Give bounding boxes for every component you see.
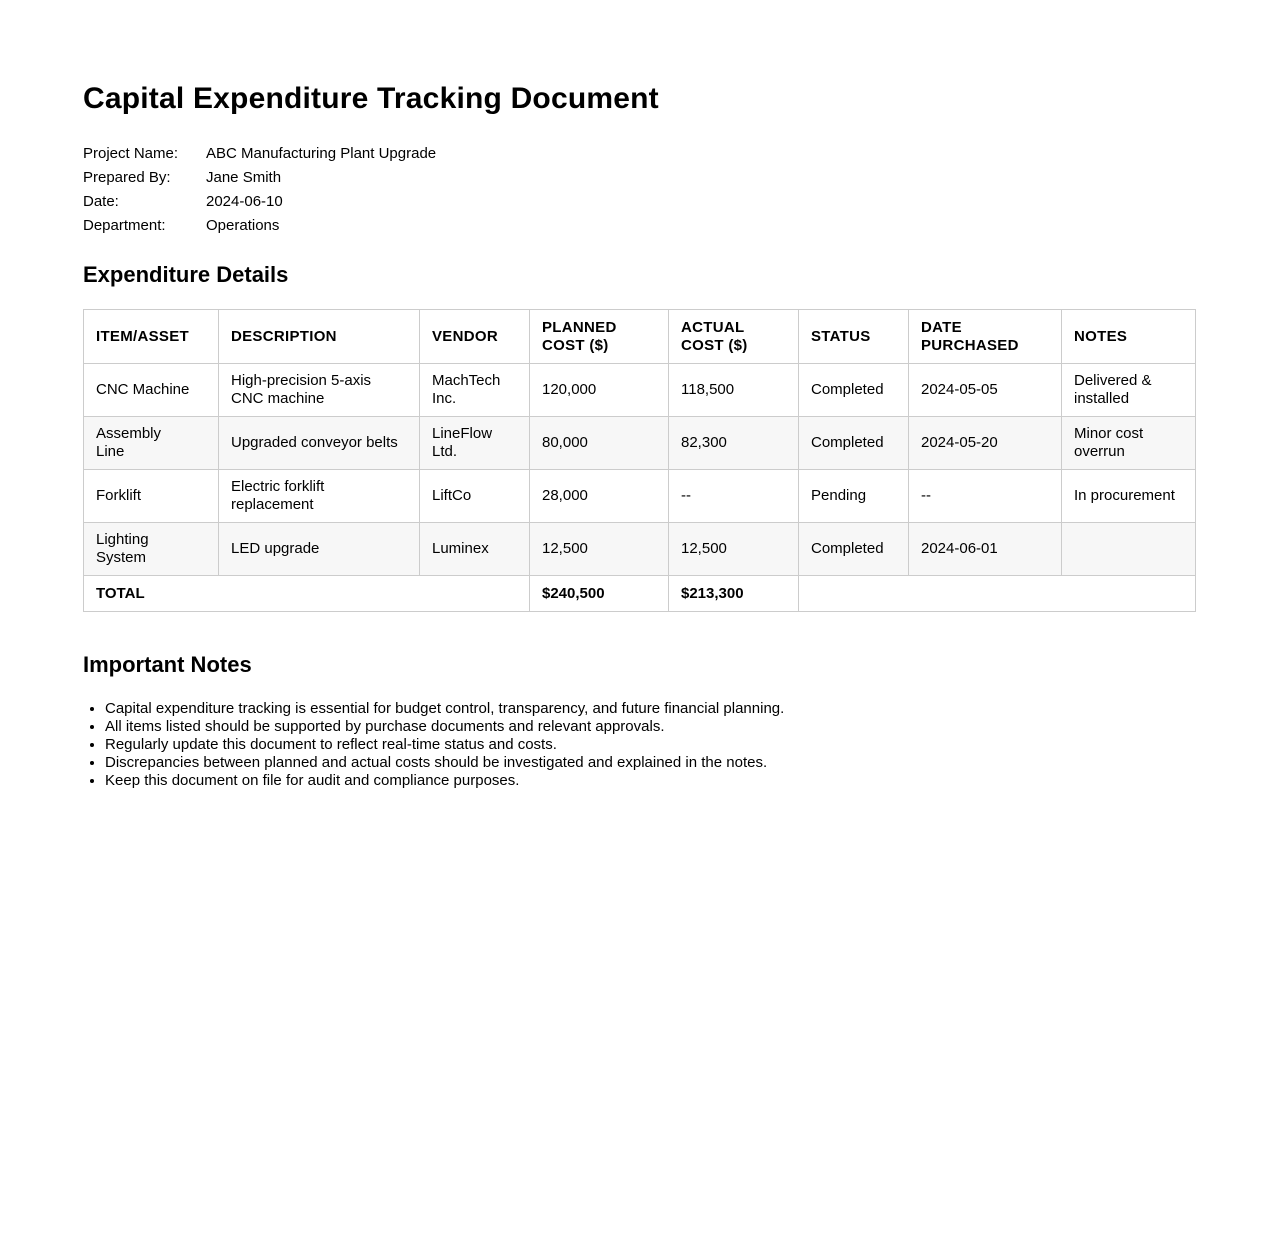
cell-item: CNC Machine xyxy=(84,364,219,417)
section-heading-expenditure-details: Expenditure Details xyxy=(83,262,289,287)
cell-actual-cost: 12,500 xyxy=(669,523,799,576)
column-header-description: DESCRIPTION xyxy=(219,310,420,364)
cell-description: High-precision 5-axis CNC machine xyxy=(219,364,420,417)
important-notes-list xyxy=(83,700,1195,790)
cell-actual-cost: -- xyxy=(669,470,799,523)
note-item: • All items listed should be supported by purchase documents and relevant approvals. xyxy=(105,718,1195,736)
cell-notes xyxy=(1062,523,1196,576)
cell-actual-cost: 82,300 xyxy=(669,417,799,470)
meta-value-project-name: ABC Manufacturing Plant Upgrade xyxy=(206,145,437,162)
table-row-cnc-machine xyxy=(84,364,1196,417)
cell-date-purchased: 2024-05-20 xyxy=(909,417,1062,470)
note-item: • Regularly update this document to reflect real-time status and costs. xyxy=(105,736,1195,754)
table-row-assembly-line xyxy=(84,417,1196,470)
cell-item: Assembly Line xyxy=(84,417,219,470)
cell-notes: Minor cost overrun xyxy=(1062,417,1196,470)
document-meta xyxy=(83,142,1195,238)
cell-status: Completed xyxy=(799,417,909,470)
section-heading-important-notes: Important Notes xyxy=(83,652,252,678)
cell-description: Upgraded conveyor belts xyxy=(219,417,420,470)
meta-label-project-name: Project Name: xyxy=(83,145,179,162)
column-header-status: STATUS xyxy=(799,310,909,364)
cell-item: Lighting System xyxy=(84,523,219,576)
meta-value-department: Operations xyxy=(206,217,280,234)
cell-date-purchased: 2024-06-01 xyxy=(909,523,1062,576)
cell-planned-cost: 80,000 xyxy=(530,417,669,470)
meta-row-prepared-by xyxy=(83,166,1195,190)
cell-planned-cost: 120,000 xyxy=(530,364,669,417)
total-empty-cell xyxy=(799,576,1196,612)
table-row-total xyxy=(84,576,1196,612)
column-header-planned-cost: PLANNED COST ($) xyxy=(530,310,669,364)
meta-row-project-name xyxy=(83,142,1195,166)
note-item: • Keep this document on file for audit and compliance purposes. xyxy=(105,772,1195,790)
column-header-vendor: VENDOR xyxy=(420,310,530,364)
total-planned-cost-cell: $240,500 xyxy=(530,576,669,612)
cell-vendor: LineFlow Ltd. xyxy=(420,417,530,470)
meta-value-prepared-by: Jane Smith xyxy=(206,169,282,186)
meta-label-date: Date: xyxy=(83,193,119,210)
cell-date-purchased: -- xyxy=(909,470,1062,523)
cell-planned-cost: 28,000 xyxy=(530,470,669,523)
table-row-forklift xyxy=(84,470,1196,523)
cell-notes: In procurement xyxy=(1062,470,1196,523)
cell-actual-cost: 118,500 xyxy=(669,364,799,417)
expenditure-table xyxy=(83,309,1196,612)
meta-label-department: Department: xyxy=(83,217,166,234)
cell-status: Pending xyxy=(799,470,909,523)
total-label-cell: TOTAL xyxy=(84,576,530,612)
meta-label-prepared-by: Prepared By: xyxy=(83,169,171,186)
cell-item: Forklift xyxy=(84,470,219,523)
meta-row-date xyxy=(83,190,1195,214)
column-header-notes: NOTES xyxy=(1062,310,1196,364)
table-header-row xyxy=(84,310,1196,364)
column-header-date-purchased: DATE PURCHASED xyxy=(909,310,1062,364)
column-header-actual-cost: ACTUAL COST ($) xyxy=(669,310,799,364)
cell-planned-cost: 12,500 xyxy=(530,523,669,576)
page-title: Capital Expenditure Tracking Document xyxy=(83,82,659,115)
cell-status: Completed xyxy=(799,364,909,417)
cell-vendor: LiftCo xyxy=(420,470,530,523)
cell-description: LED upgrade xyxy=(219,523,420,576)
note-item: • Capital expenditure tracking is essential for budget control, transparency, and future financial planning. xyxy=(105,700,1195,718)
meta-row-department xyxy=(83,214,1195,238)
cell-date-purchased: 2024-05-05 xyxy=(909,364,1062,417)
total-actual-cost-cell: $213,300 xyxy=(669,576,799,612)
meta-value-date: 2024-06-10 xyxy=(206,193,283,210)
cell-notes: Delivered & installed xyxy=(1062,364,1196,417)
note-item: • Discrepancies between planned and actual costs should be investigated and explained in the notes. xyxy=(105,754,1195,772)
cell-vendor: Luminex xyxy=(420,523,530,576)
cell-status: Completed xyxy=(799,523,909,576)
column-header-item-asset: ITEM/ASSET xyxy=(84,310,219,364)
cell-vendor: MachTech Inc. xyxy=(420,364,530,417)
cell-description: Electric forklift replacement xyxy=(219,470,420,523)
table-row-lighting-system xyxy=(84,523,1196,576)
